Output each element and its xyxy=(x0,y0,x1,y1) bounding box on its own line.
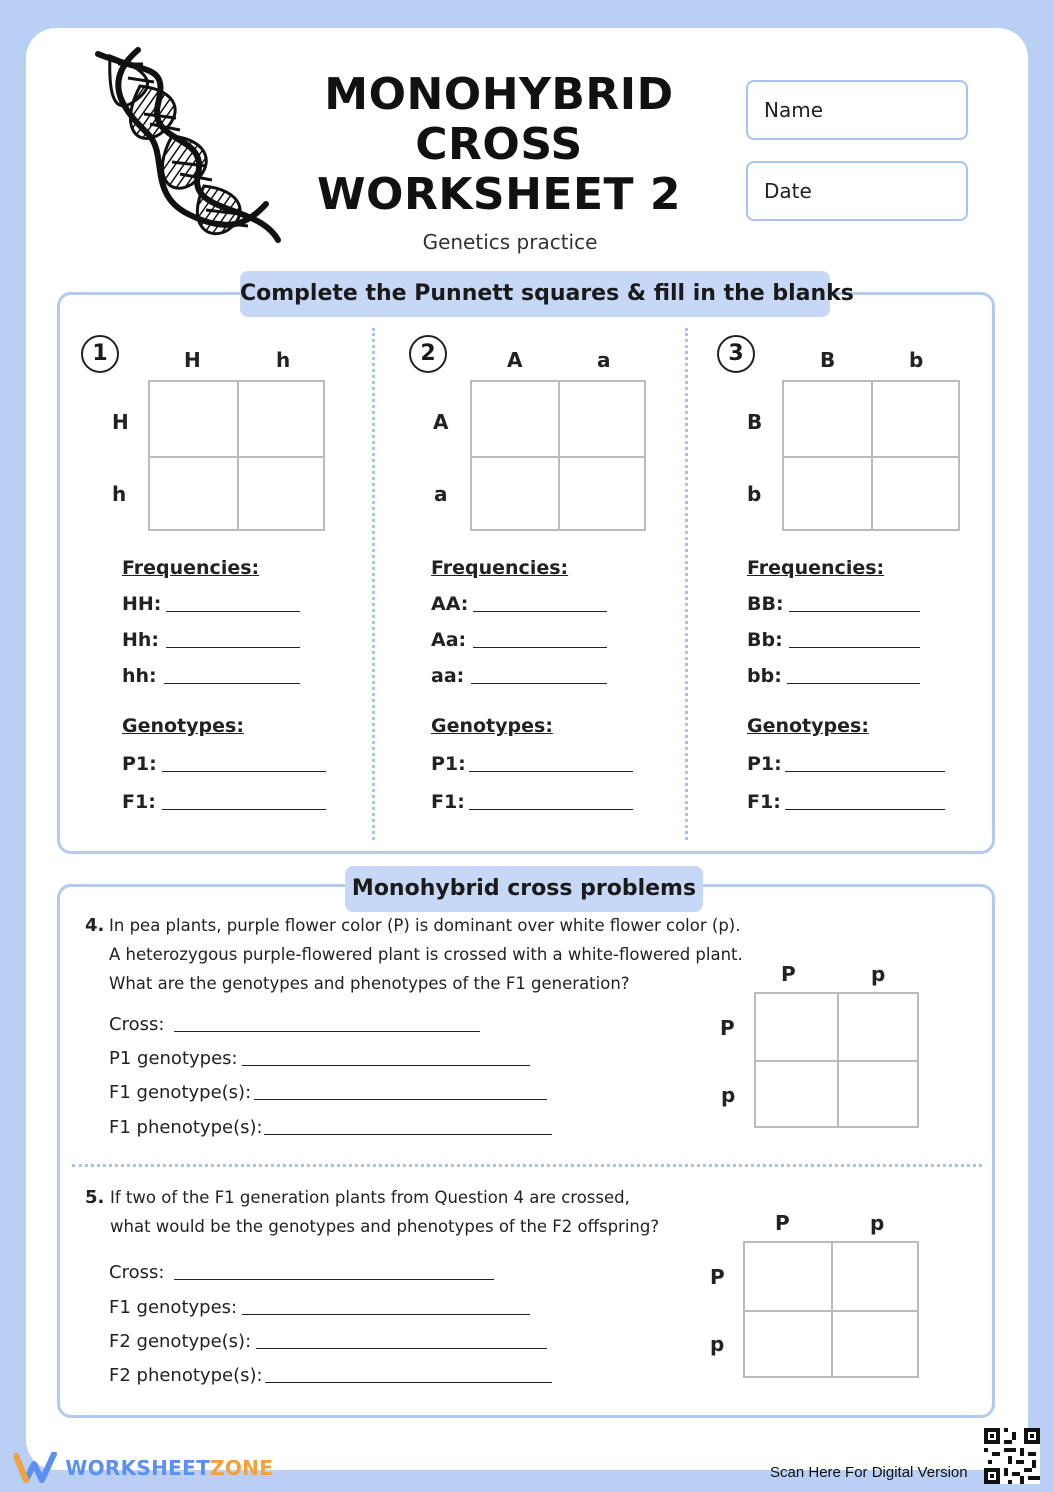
allele-label: P xyxy=(775,1211,790,1235)
genotype-blank[interactable] xyxy=(162,809,326,810)
logo-text-worksheet: WORKSHEET xyxy=(65,1456,211,1480)
worksheetzone-logo[interactable] xyxy=(14,1452,273,1484)
frequency-label: Hh: xyxy=(122,629,160,651)
frequency-blank[interactable] xyxy=(787,683,920,684)
scan-text: Scan Here For Digital Version xyxy=(770,1464,968,1481)
problem-number-1: 1 xyxy=(81,335,119,373)
genotype-blank[interactable] xyxy=(785,809,945,810)
worksheetzone-logo-icon xyxy=(14,1452,58,1484)
frequency-row xyxy=(122,593,302,617)
frequency-blank[interactable] xyxy=(164,683,300,684)
question-5-text xyxy=(110,1183,659,1241)
question-line: In pea plants, purple flower color (P) is dominant over white flower color (p). xyxy=(109,916,741,935)
allele-label: P xyxy=(781,962,796,986)
allele-label: a xyxy=(597,348,611,372)
allele-label: P xyxy=(720,1016,735,1040)
question-divider xyxy=(72,1164,982,1167)
frequency-blank[interactable] xyxy=(166,647,300,648)
answer-blank[interactable] xyxy=(242,1065,530,1066)
answer-blank[interactable] xyxy=(256,1348,547,1349)
subtitle: Genetics practice xyxy=(422,230,598,254)
allele-label: H xyxy=(112,410,129,434)
genotypes-heading: Genotypes: xyxy=(747,715,869,737)
frequencies-heading: Frequencies: xyxy=(747,557,885,579)
punnett-square-3[interactable] xyxy=(782,380,960,531)
answer-label: F1 phenotype(s): xyxy=(109,1117,263,1138)
punnett-square-5[interactable] xyxy=(743,1241,919,1378)
name-field[interactable]: Name xyxy=(746,80,968,140)
frequency-row xyxy=(747,629,922,653)
answer-blank[interactable] xyxy=(264,1134,552,1135)
answer-blank[interactable] xyxy=(242,1314,530,1315)
frequency-label: aa: xyxy=(431,665,465,687)
allele-label: p xyxy=(871,962,886,986)
frequency-row xyxy=(431,665,609,689)
genotype-row xyxy=(122,791,328,815)
answer-blank[interactable] xyxy=(265,1382,552,1383)
allele-label: p xyxy=(710,1332,725,1356)
frequency-row xyxy=(431,629,609,653)
qr-code-icon[interactable] xyxy=(984,1428,1040,1484)
frequency-row xyxy=(122,665,302,689)
genotype-blank[interactable] xyxy=(469,771,633,772)
allele-label: P xyxy=(710,1265,725,1289)
title-line-2: CROSS xyxy=(415,119,583,170)
frequencies-heading: Frequencies: xyxy=(431,557,569,579)
genotype-row xyxy=(122,753,328,777)
genotypes-heading: Genotypes: xyxy=(122,715,244,737)
frequency-label: hh: xyxy=(122,665,157,687)
frequency-blank[interactable] xyxy=(473,611,607,612)
allele-label: h xyxy=(276,348,291,372)
allele-label: A xyxy=(507,348,523,372)
frequency-row xyxy=(431,593,609,617)
title-line-1: MONOHYBRID xyxy=(324,69,674,120)
title-line-3: WORKSHEET 2 xyxy=(317,169,681,220)
frequency-row xyxy=(747,665,922,689)
genotype-label: P1: xyxy=(747,753,782,775)
answer-label: P1 genotypes: xyxy=(109,1048,238,1069)
dna-icon xyxy=(88,44,288,256)
genotype-blank[interactable] xyxy=(162,771,326,772)
question-line: What are the genotypes and phenotypes of the F1 generation? xyxy=(109,974,630,993)
answer-blank[interactable] xyxy=(174,1279,494,1280)
punnett-square-1[interactable] xyxy=(148,380,325,531)
genotype-blank[interactable] xyxy=(785,771,945,772)
allele-label: H xyxy=(184,348,201,372)
frequency-label: HH: xyxy=(122,593,162,615)
frequency-blank[interactable] xyxy=(789,647,920,648)
allele-label: B xyxy=(820,348,836,372)
date-field[interactable]: Date xyxy=(746,161,968,221)
allele-label: B xyxy=(747,410,763,434)
frequency-blank[interactable] xyxy=(166,611,300,612)
genotype-row xyxy=(747,753,947,777)
genotype-label: P1: xyxy=(122,753,157,775)
punnett-square-4[interactable] xyxy=(754,992,919,1128)
genotypes-heading: Genotypes: xyxy=(431,715,553,737)
answer-label: F1 genotype(s): xyxy=(109,1082,252,1103)
answer-label: Cross: xyxy=(109,1262,165,1283)
allele-label: p xyxy=(721,1083,736,1107)
section1-banner: Complete the Punnett squares & fill in the blanks xyxy=(240,271,830,317)
answer-blank[interactable] xyxy=(254,1099,547,1100)
column-divider xyxy=(372,328,375,840)
column-divider xyxy=(685,328,688,840)
frequencies-heading: Frequencies: xyxy=(122,557,260,579)
allele-label: a xyxy=(434,482,448,506)
frequency-blank[interactable] xyxy=(789,611,920,612)
question-line: If two of the F1 generation plants from Question 4 are crossed, xyxy=(110,1188,630,1207)
allele-label: h xyxy=(112,482,127,506)
answer-label: Cross: xyxy=(109,1014,165,1035)
problem-number-3: 3 xyxy=(717,335,755,373)
frequency-row xyxy=(122,629,302,653)
answer-label: F2 genotype(s): xyxy=(109,1331,252,1352)
genotype-row xyxy=(431,791,635,815)
question-line: what would be the genotypes and phenotypes of the F2 offspring? xyxy=(110,1217,660,1236)
punnett-square-2[interactable] xyxy=(470,380,646,531)
genotype-row xyxy=(431,753,635,777)
answer-label: F1 genotypes: xyxy=(109,1297,238,1318)
frequency-label: Aa: xyxy=(431,629,467,651)
frequency-label: Bb: xyxy=(747,629,783,651)
frequency-label: BB: xyxy=(747,593,784,615)
problem-number-2: 2 xyxy=(409,335,447,373)
question-number-5: 5. xyxy=(85,1187,105,1208)
frequency-blank[interactable] xyxy=(471,683,607,684)
allele-label: b xyxy=(909,348,924,372)
question-number-4: 4. xyxy=(85,915,105,936)
genotype-blank[interactable] xyxy=(469,809,633,810)
frequency-row xyxy=(747,593,922,617)
allele-label: b xyxy=(747,482,762,506)
frequency-label: bb: xyxy=(747,665,782,687)
section2-banner: Monohybrid cross problems xyxy=(345,866,703,912)
genotype-label: F1: xyxy=(431,791,465,813)
question-line: A heterozygous purple-flowered plant is crossed with a white-flowered plant. xyxy=(109,945,743,964)
logo-text-zone: ZONE xyxy=(210,1456,274,1480)
genotype-label: F1: xyxy=(122,791,156,813)
genotype-label: P1: xyxy=(431,753,466,775)
answer-blank[interactable] xyxy=(174,1031,480,1032)
allele-label: A xyxy=(433,410,449,434)
genotype-row xyxy=(747,791,947,815)
frequency-label: AA: xyxy=(431,593,469,615)
answer-label: F2 phenotype(s): xyxy=(109,1365,263,1386)
allele-label: p xyxy=(870,1211,885,1235)
page-title xyxy=(300,70,698,220)
genotype-label: F1: xyxy=(747,791,781,813)
question-4-text xyxy=(109,911,743,998)
frequency-blank[interactable] xyxy=(473,647,607,648)
